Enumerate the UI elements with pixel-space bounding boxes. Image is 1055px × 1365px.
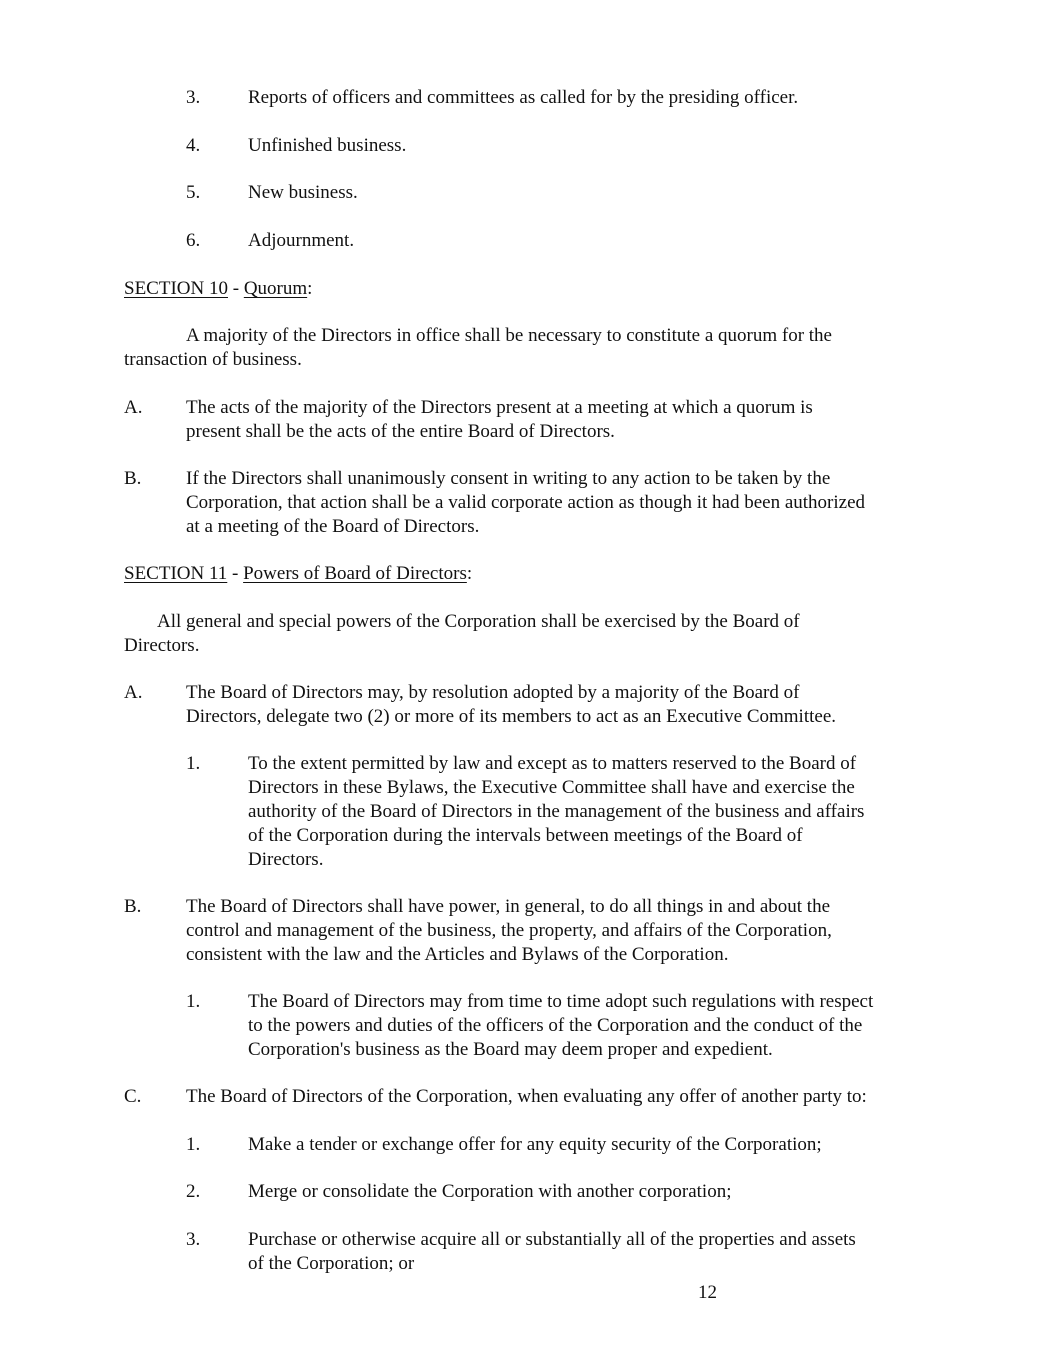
item-line: The Board of Directors shall have power, in general, to do all things in and about the — [186, 896, 831, 917]
subitem-label: 2. — [186, 1181, 201, 1202]
item-label: A. — [124, 682, 143, 703]
section-title: Powers of Board of Directors — [243, 563, 467, 584]
item-line: Corporation, that action shall be a valid corporate action as though it had been authorized — [186, 492, 866, 513]
subitem-line: of the Corporation during the intervals between meetings of the Board of — [248, 825, 803, 846]
page-number: 12 — [698, 1282, 717, 1303]
paragraph-line: A majority of the Directors in office shall be necessary to constitute a quorum for the — [186, 325, 832, 346]
item-line: The acts of the majority of the Directors present at a meeting at which a quorum is — [186, 397, 813, 418]
item-text: Unfinished business. — [248, 135, 407, 156]
subitem-label: 1. — [186, 753, 201, 774]
heading-separator: - — [227, 278, 244, 299]
item-text: Reports of officers and committees as called for by the presiding officer. — [248, 87, 799, 108]
item-number: 3. — [186, 87, 201, 108]
subitem-line: authority of the Board of Directors in the management of the business and affairs — [248, 801, 865, 822]
item-label: A. — [124, 397, 143, 418]
item-line: present shall be the acts of the entire Board of Directors. — [186, 421, 615, 442]
subitem-line: To the extent permitted by law and except as to matters reserved to the Board of — [248, 753, 857, 774]
item-number: 6. — [186, 230, 201, 251]
subitem-label: 3. — [186, 1229, 201, 1250]
item-line: If the Directors shall unanimously consent in writing to any action to be taken by the — [186, 468, 831, 489]
section-heading — [124, 562, 472, 586]
item-line: The Board of Directors of the Corporation, when evaluating any offer of another party to: — [186, 1086, 867, 1107]
item-label: B. — [124, 468, 142, 489]
item-number: 4. — [186, 135, 201, 156]
item-line: at a meeting of the Board of Directors. — [186, 516, 480, 537]
item-line: consistent with the law and the Articles and Bylaws of the Corporation. — [186, 944, 729, 965]
heading-colon: : — [307, 278, 313, 299]
paragraph-line: Directors. — [124, 635, 200, 656]
subitem-line: Directors. — [248, 849, 324, 870]
item-line: control and management of the business, the property, and affairs of the Corporation, — [186, 920, 832, 941]
item-text: Adjournment. — [248, 230, 355, 251]
section-number: SECTION 10 — [124, 278, 228, 299]
item-number: 5. — [186, 182, 201, 203]
subitem-line: Make a tender or exchange offer for any equity security of the Corporation; — [248, 1134, 822, 1155]
subitem-line: Directors in these Bylaws, the Executive Committee shall have and exercise the — [248, 777, 855, 798]
section-heading — [124, 277, 312, 301]
subitem-line: to the powers and duties of the officers of the Corporation and the conduct of the — [248, 1015, 863, 1036]
item-label: C. — [124, 1086, 142, 1107]
section-number: SECTION 11 — [124, 563, 228, 584]
subitem-label: 1. — [186, 991, 201, 1012]
heading-colon: : — [466, 563, 473, 584]
section-title: Quorum — [243, 278, 308, 299]
subitem-line: Corporation's business as the Board may deem proper and expedient. — [248, 1039, 773, 1060]
subitem-line: Merge or consolidate the Corporation with another corporation; — [248, 1181, 732, 1202]
item-label: B. — [124, 896, 142, 917]
paragraph-line: All general and special powers of the Corporation shall be exercised by the Board of — [157, 611, 800, 632]
item-text: New business. — [248, 182, 358, 203]
paragraph-line: transaction of business. — [124, 349, 302, 370]
subitem-label: 1. — [186, 1134, 201, 1155]
item-line: The Board of Directors may, by resolution adopted by a majority of the Board of — [186, 682, 800, 703]
item-line: Directors, delegate two (2) or more of its members to act as an Executive Committee. — [186, 706, 837, 727]
heading-separator: - — [227, 563, 244, 584]
subitem-line: The Board of Directors may from time to time adopt such regulations with respect — [248, 991, 874, 1012]
subitem-line: Purchase or otherwise acquire all or substantially all of the properties and assets — [248, 1229, 856, 1250]
subitem-line: of the Corporation; or — [248, 1253, 415, 1274]
